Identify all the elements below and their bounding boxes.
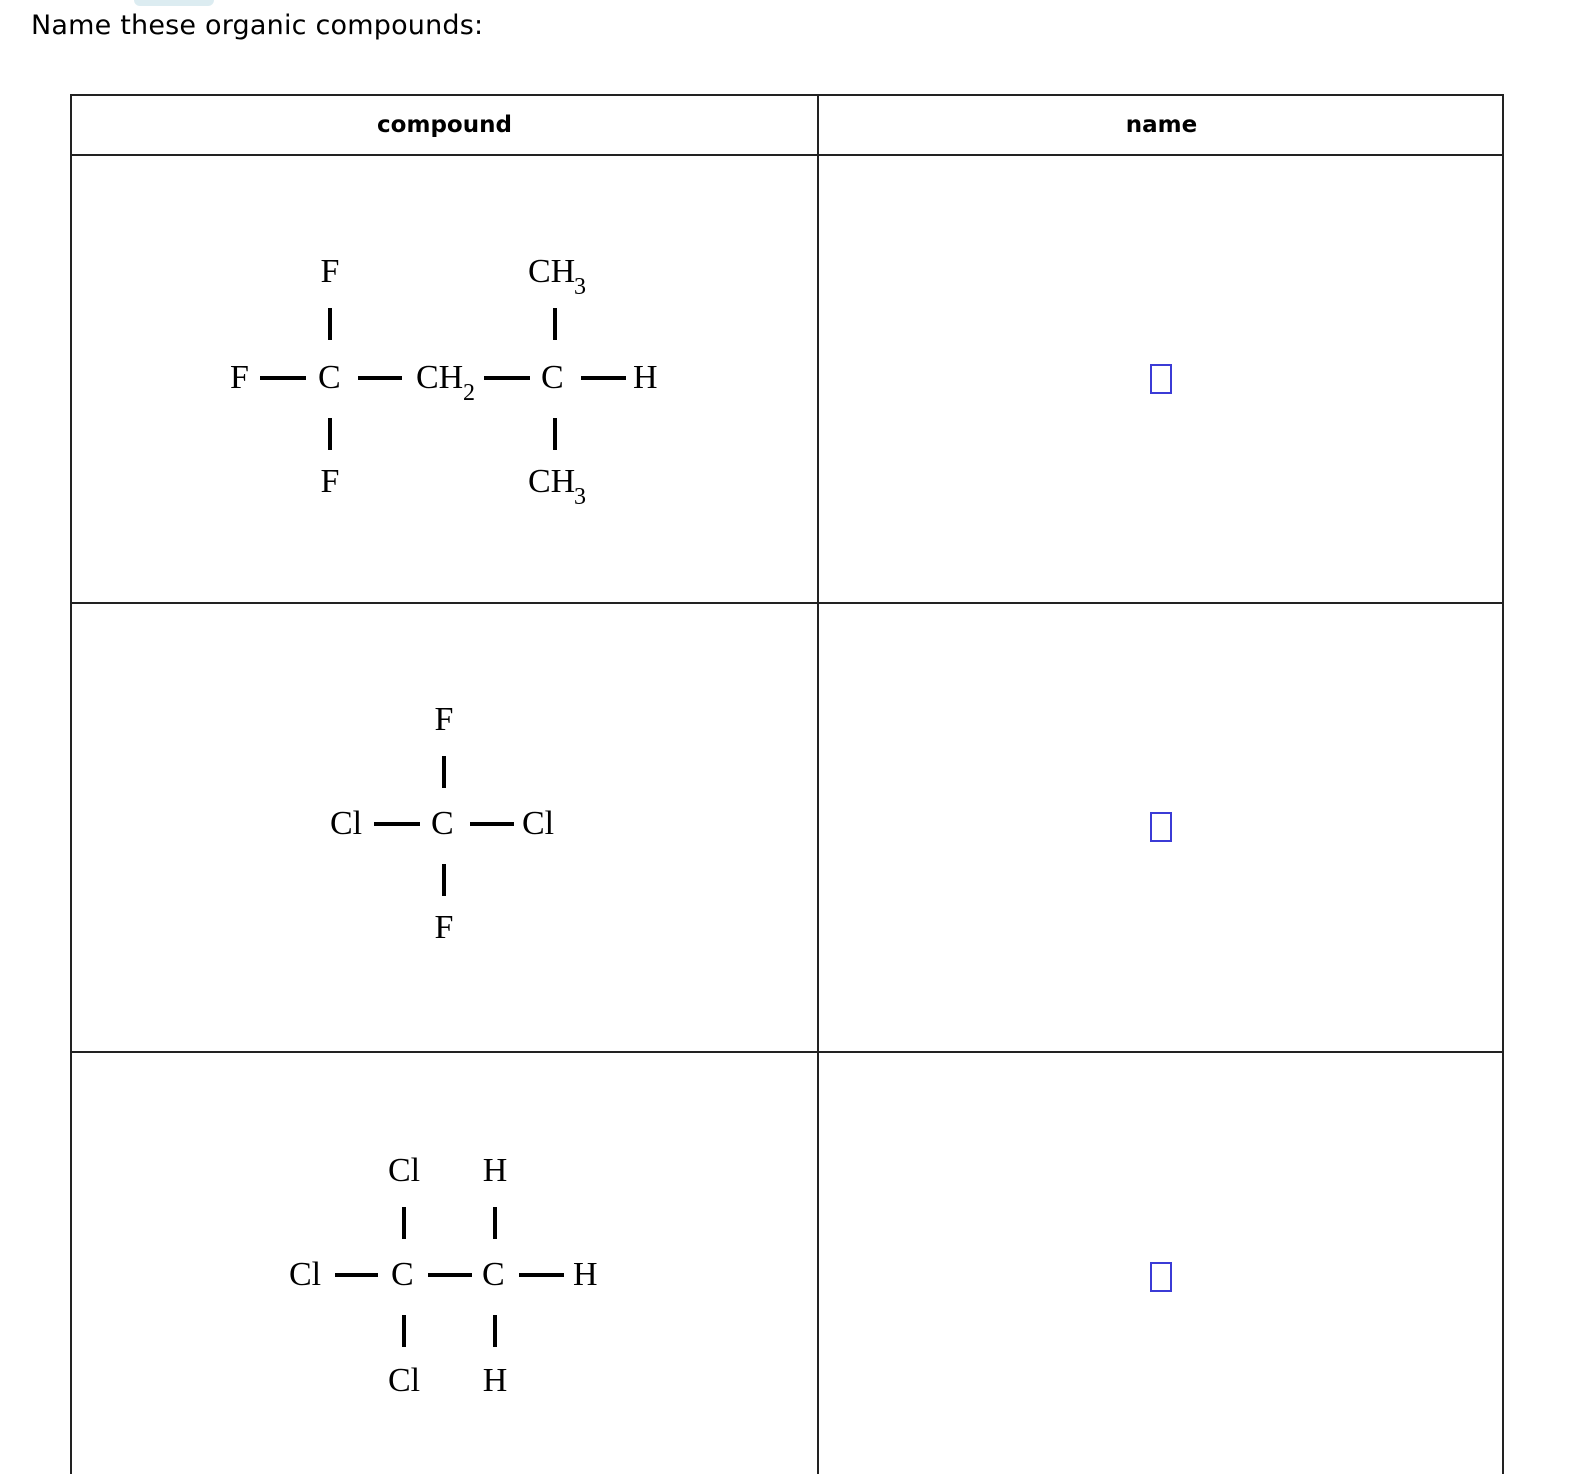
top-tab-indicator [134,0,214,6]
atom-c: C [431,805,454,842]
atom-bottom-f: F [434,909,454,946]
name-answer-input-3[interactable] [1150,1262,1172,1292]
atom-ch2: CH [416,359,464,396]
atom-right-cl: Cl [522,805,555,842]
name-answer-input-2[interactable] [1150,812,1172,842]
atom-left-cl: Cl [289,1256,322,1293]
atom-top-f: F [434,701,454,738]
atom-bottom-ch3-sub: 3 [574,484,586,510]
name-answer-input-1[interactable] [1150,364,1172,394]
atom-bottom-ch3: CH [528,463,576,500]
atom-right-h: H [573,1256,598,1293]
atom-bottom-f: F [320,463,340,500]
compounds-table [70,94,1504,1474]
atom-top-ch3: CH [528,253,576,290]
structure-row-1 [72,156,817,602]
header-name: name [1125,112,1198,138]
atom-c1: C [391,1256,414,1293]
atom-c1: C [318,359,341,396]
atom-bottom-h: H [482,1362,508,1399]
atom-c2: C [482,1256,505,1293]
atom-top-cl: Cl [387,1152,421,1189]
atom-ch2-sub: 2 [463,380,475,406]
atom-top-f: F [320,253,340,290]
atom-left-cl: Cl [330,805,363,842]
atom-top-h: H [482,1152,508,1189]
structure-row-2 [72,604,817,1051]
atom-left-f: F [230,359,249,396]
atom-c2: C [541,359,564,396]
question-prompt: Name these organic compounds: [31,10,484,41]
atom-right-h: H [633,359,658,396]
header-compound: compound [377,112,512,138]
structure-row-3 [72,1053,817,1476]
atom-top-ch3-sub: 3 [574,274,586,300]
column-divider [817,96,819,1474]
atom-bottom-cl: Cl [387,1362,421,1399]
